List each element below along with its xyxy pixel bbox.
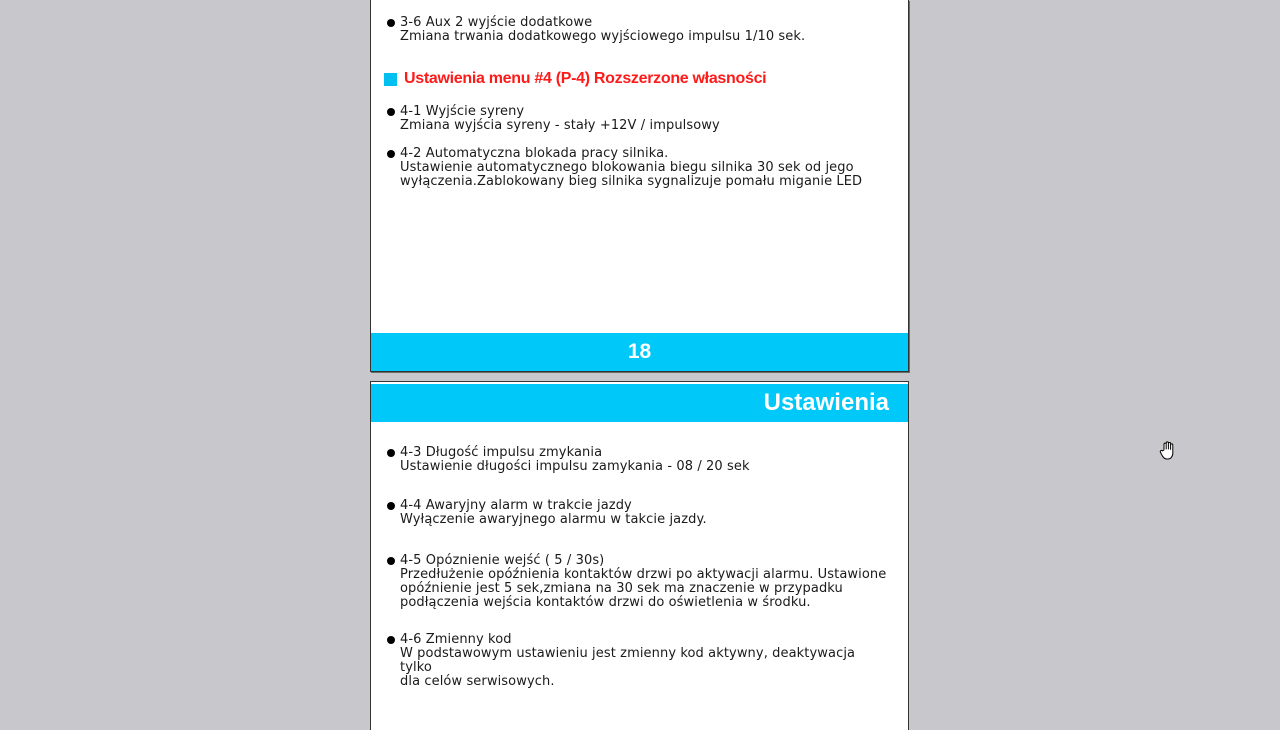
bullet-icon <box>387 108 395 116</box>
document-page-next <box>370 381 909 730</box>
list-item-4-1 <box>387 105 888 133</box>
bullet-icon <box>387 636 395 644</box>
bullet-icon <box>387 557 395 565</box>
item-title: 3-6 Aux 2 wyjście dodatkowe <box>400 15 593 30</box>
bullet-icon <box>387 19 395 27</box>
page-footer-band <box>371 333 908 371</box>
list-item-4-3 <box>387 446 888 474</box>
bullet-icon <box>387 150 395 158</box>
item-title: 4-6 Zmienny kod <box>400 632 512 647</box>
item-description: Zmiana wyjścia syreny - stały +12V / impulsowy <box>400 118 720 133</box>
item-description: Ustawienie długości impulsu zamykania - 08 / 20 sek <box>400 459 750 474</box>
list-item-4-6 <box>387 633 888 689</box>
list-item-3-6 <box>387 16 888 44</box>
item-title: 4-4 Awaryjny alarm w trakcie jazdy <box>400 498 632 513</box>
bullet-icon <box>387 449 395 457</box>
bullet-icon <box>387 502 395 510</box>
page-number: 18 <box>627 340 652 363</box>
page-header-band <box>371 384 908 422</box>
item-description: Ustawienie automatycznego blokowania biegu silnika 30 sek od jego <box>400 160 854 175</box>
item-description-cont: dla celów serwisowych. <box>400 674 555 689</box>
item-description: W podstawowym ustawieniu jest zmienny kod aktywny, deaktywacja tylko <box>400 646 856 675</box>
item-description: Zmiana trwania dodatkowego wyjściowego impulsu 1/10 sek. <box>400 29 806 44</box>
item-description-cont: podłączenia wejścia kontaktów drzwi do oświetlenia w środku. <box>400 595 811 610</box>
page-header-title: Ustawienia <box>763 389 889 416</box>
list-item-4-4 <box>387 499 888 527</box>
item-title: 4-3 Długość impulsu zmykania <box>400 445 603 460</box>
item-title: 4-1 Wyjście syreny <box>400 104 525 119</box>
list-item-4-2 <box>387 147 888 189</box>
section-heading-text: Ustawienia menu #4 (P-4) Rozszerzone własności <box>404 70 767 87</box>
hand-pointer-icon <box>1159 441 1177 461</box>
item-description-cont: wyłączenia.Zablokowany bieg silnika sygnalizuje pomału miganie LED <box>400 174 863 189</box>
section-heading <box>384 70 766 88</box>
item-title: 4-2 Automatyczna blokada pracy silnika. <box>400 146 669 161</box>
square-bullet-icon <box>384 73 397 86</box>
item-description: Wyłączenie awaryjnego alarmu w takcie jazdy. <box>400 512 707 527</box>
document-page-18 <box>370 0 909 372</box>
item-description-cont: opóźnienie jest 5 sek,zmiana na 30 sek ma znaczenie w przypadku <box>400 581 843 596</box>
item-title: 4-5 Opóznienie wejść ( 5 / 30s) <box>400 553 605 568</box>
list-item-4-5 <box>387 554 888 610</box>
item-description: Przedłużenie opóźnienia kontaktów drzwi po aktywacji alarmu. Ustawione <box>400 567 887 582</box>
